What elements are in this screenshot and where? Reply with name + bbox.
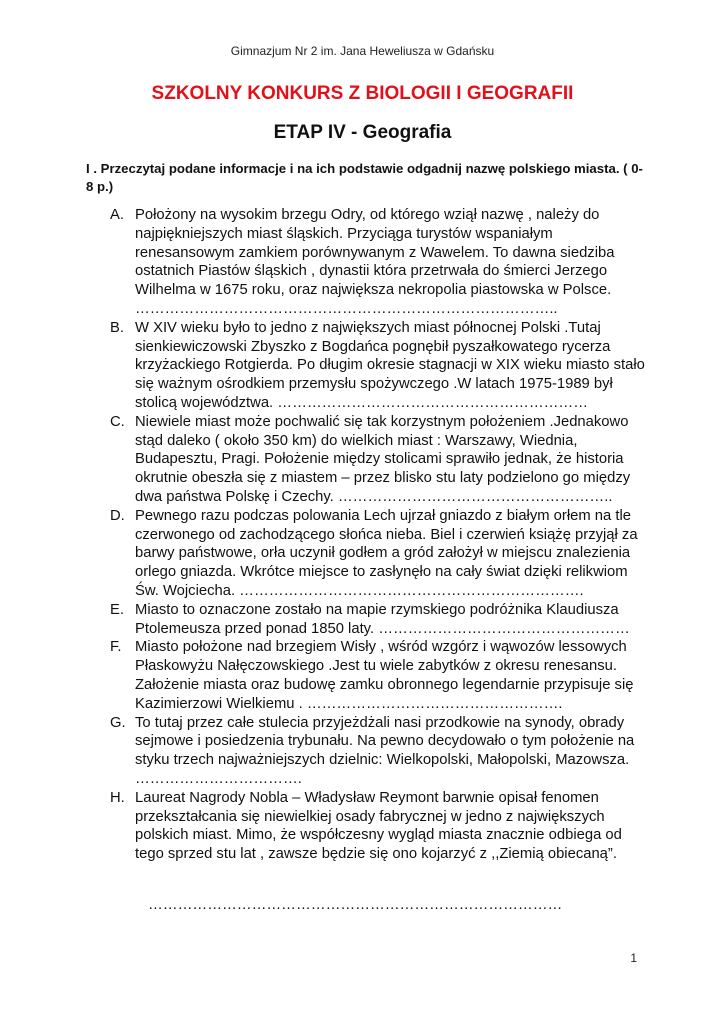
page-header: Gimnazjum Nr 2 im. Jana Heweliusza w Gdańsku — [230, 44, 495, 58]
question-item-d — [86, 507, 646, 601]
answer-line: ………………………………………………………………………… — [148, 897, 563, 913]
question-item-c — [86, 413, 646, 507]
item-text: Niewiele miast może pochwalić się tak korzystnym położeniem .Jednakowo stąd daleko ( około 350 km) do wielkich miast : Warszawy, Wiednia, Budapesztu, Pragi. Położenie między stolicami sprawiło jednak, że historia okrutnie obeszła się z miastem – przez blisko stu laty podzielono go między dwa państwa Polskę i Czechy. ……………………………………………….. — [135, 413, 631, 505]
question-list — [86, 206, 646, 864]
item-letter: H. — [110, 789, 125, 806]
item-letter: F. — [110, 639, 122, 656]
item-letter: G. — [110, 714, 126, 731]
page-number: 1 — [630, 951, 637, 965]
question-item-g — [86, 714, 646, 789]
task-instruction: I . Przeczytaj podane informacje i na ich podstawie odgadnij nazwę polskiego miasta. ( 0-8 p.) — [86, 161, 643, 194]
question-item-b — [86, 319, 646, 413]
item-letter: B. — [110, 319, 124, 336]
item-text: Pewnego razu podczas polowania Lech ujrzał gniazdo z białym orłem na tle czerwonego od zachodzącego słońca nieba. Biel i czerwień książę przyjął za barwy państwowe, orła uczynił godłem a gród założył w miejscu znalezienia orlego gniazda. Wkrótce miejsce to zasłynęło na cały świat dzięki relikwiom Św. Wojciecha. ……………………………………………………………. — [135, 507, 638, 599]
item-text: Miasto to oznaczone zostało na mapie rzymskiego podróżnika Klaudiusza Ptolemeusza przed ponad 1850 laty. …………………………………………… — [135, 601, 630, 637]
item-letter: D. — [110, 507, 125, 524]
question-item-a — [86, 206, 646, 319]
stage-subtitle: ETAP IV - Geografia — [273, 122, 452, 143]
item-text: W XIV wieku było to jedno z największych miast północnej Polski .Tutaj sienkiewiczowski Zbyszko z Bogdańca pognębił pyszałkowatego rycerza krzyżackiego Rotgierda. Po długim okresie stagnacji w XIX wieku miasto stało się ważnym ośrodkiem przemysłu spożywczego .W latach 1975-1989 był stolicą województwa. ……………………………………………………… — [135, 319, 645, 411]
question-item-e — [86, 601, 646, 639]
item-text: To tutaj przez całe stulecia przyjeżdżali nasi przodkowie na synody, obrady sejmowe i posiedzenia trybunału. Na pewno decydowało o tym położenie na styku trzech najważniejszych dzielnic: Wielkopolski, Małopolski, Mazowsza. ……………………………. — [135, 714, 635, 787]
item-text: Laureat Nagrody Nobla – Władysław Reymont barwnie opisał fenomen przekształcania się niewielkiej osady fabrycznej w jedno z największych polskich miast. Mimo, że współczesny wygląd miasta znacznie odbiega od tego sprzed stu lat , zawsze będzie się ono kojarzyć z ,,Ziemią obiecaną”. — [135, 789, 622, 863]
contest-title: SZKOLNY KONKURS Z BIOLOGII I GEOGRAFII — [151, 83, 574, 104]
item-text: Miasto położone nad brzegiem Wisły , wśród wzgórz i wąwozów lessowych Płaskowyżu Nałęczowskiego .Jest tu wiele zabytków z okresu renesansu. Założenie miasta oraz budowę zamku obronnego legendarnie przypisuje się Kazimierzowi Wielkiemu . ……………………………………………. — [135, 639, 634, 712]
item-letter: C. — [110, 413, 125, 430]
item-text: Położony na wysokim brzegu Odry, od którego wziął nazwę , należy do najpiękniejszych miast śląskich. Przyciąga turystów wspaniałym renesansowym zamkiem porównywanym z Wawelem. To dawna siedziba ostatnich Piastów śląskich , dynastii która przetrwała do śmierci Jerzego Wilhelma w 1675 roku, oraz największa nekropolia piastowska w Polsce. ………………………………………………………………………….. — [135, 207, 615, 317]
item-letter: A. — [110, 207, 124, 223]
item-letter: E. — [110, 601, 124, 618]
question-item-h — [86, 789, 646, 864]
question-item-f — [86, 638, 646, 713]
